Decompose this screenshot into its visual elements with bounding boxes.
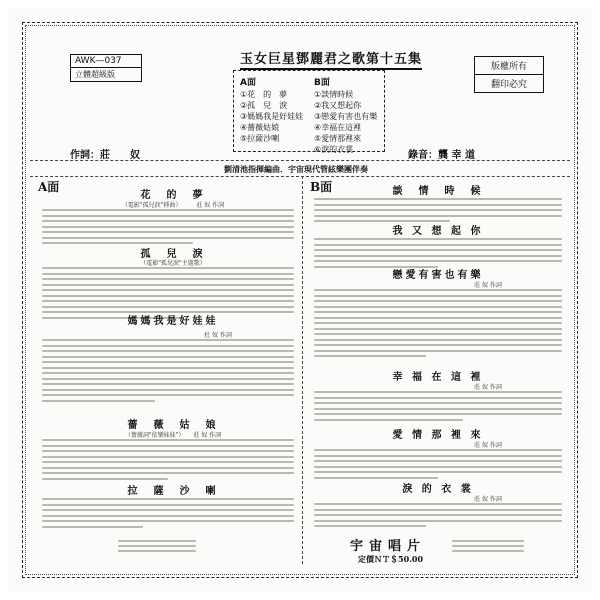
song-title: 拉 薩 沙 喇 (127, 486, 219, 497)
lyrics-block (42, 498, 294, 531)
rights-line-2: 翻印必究 (475, 74, 543, 92)
song-note: 莊 奴 作詞 (474, 442, 502, 449)
song-title: 孤 兒 淚 (140, 249, 206, 260)
track-item: ⑤拉薩沙喇 (240, 134, 280, 143)
song-note: 莊 奴 作詞 (474, 384, 502, 391)
catalog-box (70, 54, 142, 82)
song-note: （薔薇詞"依樂妹妹"） 莊 奴 作詞 (124, 432, 222, 439)
publisher-name: 宇宙唱片 (350, 539, 427, 554)
song-title: 愛 情 那 裡 來 (392, 430, 484, 441)
track-item: ③戀愛有害也有樂 (314, 112, 378, 121)
track-list-side-b-label: B面 (314, 78, 330, 88)
song-title: 幸 福 在 這 裡 (392, 372, 484, 383)
lyrics-block (314, 391, 562, 424)
song-note: （電影"孤兒淚"主題歌） (140, 260, 206, 267)
lyrics-block (42, 209, 294, 248)
body-divider (30, 176, 570, 177)
track-item: ⑥淚的衣裳 (314, 145, 354, 154)
song-title: 談 情 時 候 (392, 186, 484, 197)
column-divider (302, 176, 303, 564)
recording-credit: 錄音：龔 幸 道 (408, 150, 475, 161)
song-title: 媽媽我是好娃娃 (127, 316, 219, 327)
track-item: ①談情時候 (314, 90, 354, 99)
track-item: ⑤愛情那裡來 (314, 134, 362, 143)
top-divider (30, 160, 570, 161)
track-list-side-b (314, 75, 377, 155)
lyricist-credit: 作詞：莊 奴 (70, 150, 140, 161)
track-item: ④幸福在這裡 (314, 123, 362, 132)
song-title: 戀愛有害也有樂 (392, 270, 484, 281)
lyrics-block (314, 289, 562, 361)
song-title: 我 又 想 起 你 (392, 226, 484, 237)
track-list-side-a (240, 75, 303, 144)
track-item: ④薔薇姑娘 (240, 123, 280, 132)
fine-print (118, 540, 196, 555)
rights-box (474, 56, 544, 93)
rights-line-1: 版權所有 (490, 62, 527, 72)
price-label: 定價ＮＴ＄50.00 (358, 554, 424, 564)
lyrics-block (42, 339, 294, 405)
track-list (233, 70, 385, 152)
side-b-heading: B面 (310, 180, 333, 194)
song-title: 薔 薇 姑 娘 (127, 420, 219, 431)
lyrics-block (42, 439, 294, 483)
track-item: ③媽媽我是好娃娃 (240, 112, 304, 121)
lyrics-block (314, 449, 562, 482)
edition-label: 立體超級版 (71, 67, 141, 81)
track-item: ①花 的 夢 (240, 90, 288, 99)
track-list-side-a-label: A面 (240, 78, 256, 88)
side-a-heading: A面 (38, 180, 60, 194)
album-title: 玉女巨星鄧麗君之歌第十五集 (240, 48, 422, 70)
catalog-number: AWK—037 (75, 56, 122, 66)
track-item: ②我又想起你 (314, 101, 362, 110)
song-note: （電影"孤兒淚"挿曲） 莊 奴 作詞 (121, 202, 225, 209)
arrangement-credit: 劉清池指揮編曲．宇宙現代管絃樂團伴奏 (224, 164, 368, 174)
album-sleeve (8, 8, 592, 592)
track-item: ②孤 兒 淚 (240, 101, 288, 110)
song-note: 杜 奴 作詞 (204, 332, 232, 339)
song-title: 淚 的 衣 裳 (402, 484, 474, 495)
song-note: 莊 奴 作詞 (474, 496, 502, 503)
fine-print (452, 540, 524, 555)
lyrics-block (314, 503, 562, 531)
song-note: 莊 奴 作詞 (474, 282, 502, 289)
song-title: 花 的 夢 (140, 190, 206, 201)
